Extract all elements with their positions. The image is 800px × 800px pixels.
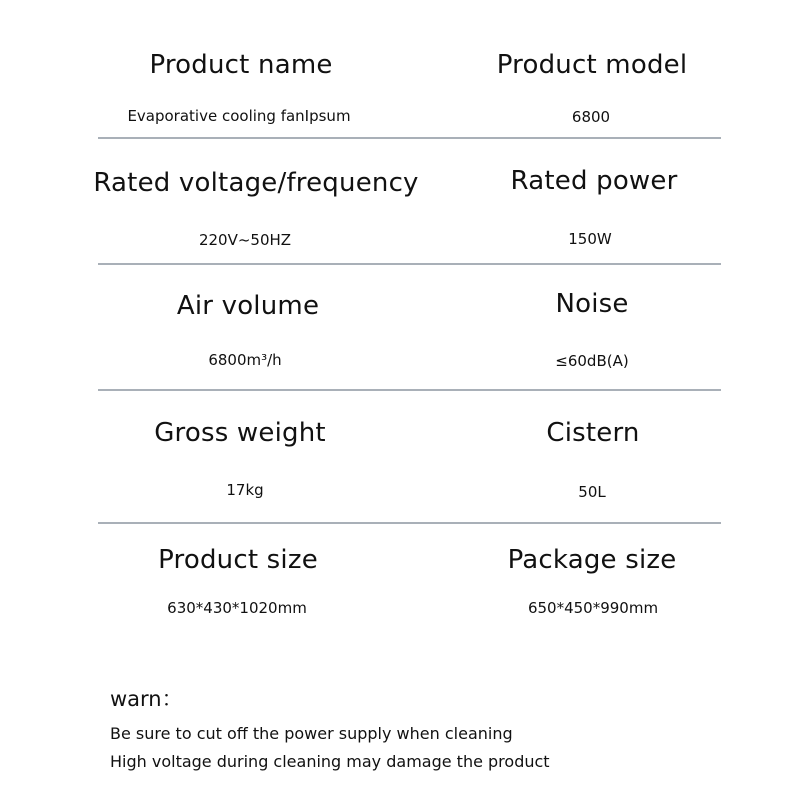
product-model-value: 6800 <box>571 108 611 126</box>
row-divider-2 <box>98 263 721 265</box>
noise-value: ≤60dB(A) <box>555 352 629 370</box>
row-divider-4 <box>98 522 721 524</box>
package-size-label: Package size <box>507 545 677 575</box>
cistern-label: Cistern <box>546 418 640 448</box>
product-name-value: Evaporative cooling fanIpsum <box>127 107 351 125</box>
warning-line-1: Be sure to cut off the power supply when cleaning <box>110 724 513 743</box>
rated-power-label: Rated power <box>510 166 678 196</box>
product-model-label: Product model <box>496 50 688 80</box>
rated-voltage-frequency-value: 220V~50HZ <box>198 231 292 249</box>
rated-power-value: 150W <box>568 230 612 248</box>
rated-voltage-frequency-label: Rated voltage/frequency <box>93 168 419 198</box>
product-size-value: 630*430*1020mm <box>167 599 307 617</box>
product-name-label: Product name <box>149 50 333 80</box>
row-divider-1 <box>98 137 721 139</box>
package-size-value: 650*450*990mm <box>527 599 659 617</box>
noise-label: Noise <box>555 289 629 319</box>
warning-title: warn： <box>110 687 183 711</box>
warning-line-2: High voltage during cleaning may damage the product <box>110 752 550 771</box>
air-volume-label: Air volume <box>176 291 320 321</box>
cistern-value: 50L <box>578 483 606 501</box>
row-divider-3 <box>98 389 721 391</box>
gross-weight-label: Gross weight <box>154 418 326 448</box>
air-volume-value: 6800m³/h <box>208 351 282 369</box>
product-size-label: Product size <box>158 545 318 575</box>
gross-weight-value: 17kg <box>226 481 264 499</box>
